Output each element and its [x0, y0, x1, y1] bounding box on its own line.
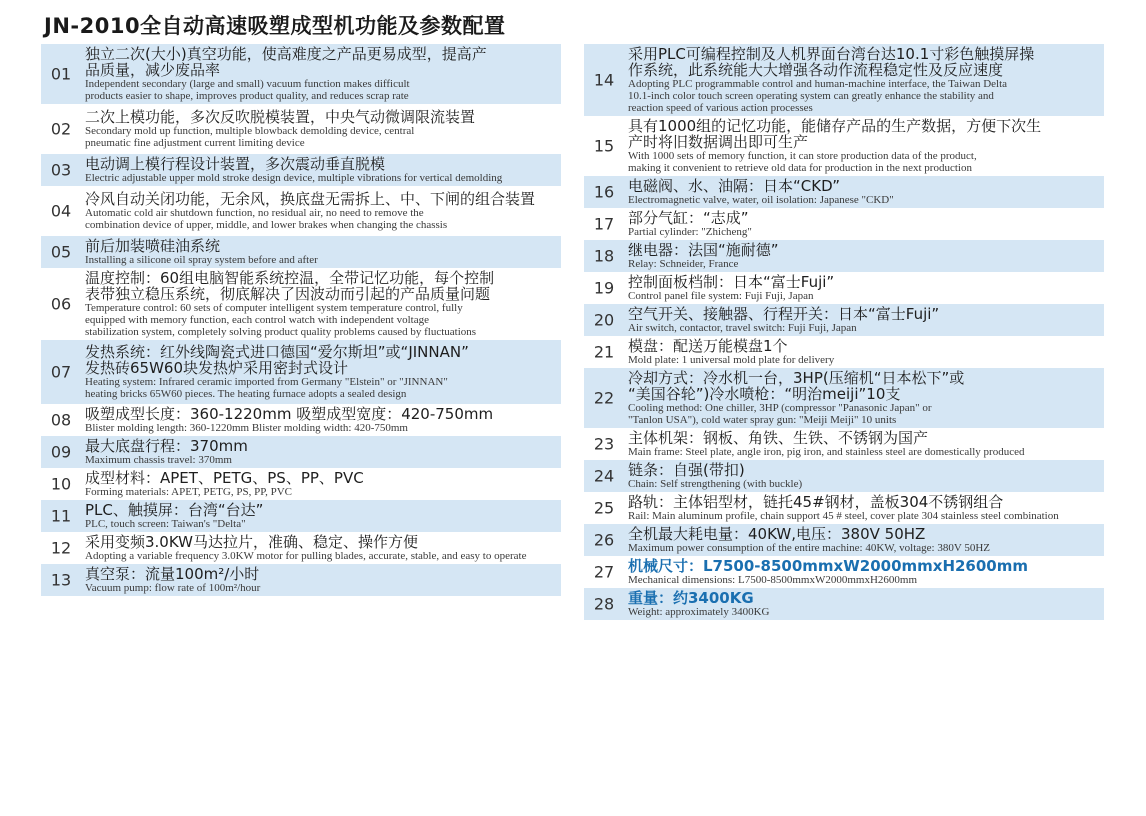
spec-item-english: Temperature control: 60 sets of computer intelligent system temperature control, fully equipped with memory function, each control watch with independent voltage stabilization system, completely solving product quality problems caused by fluctuations: [85, 302, 477, 338]
spec-item-chinese: 冷却方式：冷水机一台，3HP(压缩机“日本松下”或 “美国谷轮”)冷水喷枪：“明治meiji”10支: [628, 369, 965, 403]
spec-item-chinese: 最大底盘行程：370mm: [85, 437, 248, 455]
spec-item-number: 07: [50, 362, 72, 382]
spec-item-22: [584, 368, 1104, 428]
spec-item-text: [628, 494, 1104, 522]
spec-item-text: [628, 178, 1104, 206]
spec-item-chinese: 链条：自强(带扣): [628, 461, 745, 479]
spec-item-text: [85, 502, 561, 530]
spec-item-english: Control panel file system: Fuji Fuji, Japan: [628, 290, 814, 302]
spec-item-text: [628, 370, 1104, 426]
spec-item-text: [85, 534, 561, 562]
spec-item-text: [628, 526, 1104, 554]
spec-item-number: 15: [593, 136, 615, 156]
spec-item-13: [41, 564, 561, 596]
spec-item-english: PLC, touch screen: Taiwan's "Delta": [85, 518, 246, 530]
spec-item-24: [584, 460, 1104, 492]
spec-item-01: [41, 44, 561, 104]
page-title: JN-2010全自动高速吸塑成型机功能及参数配置: [44, 14, 506, 38]
spec-item-21: [584, 336, 1104, 368]
spec-item-07: [41, 340, 561, 404]
spec-item-chinese: 全机最大耗电量：40KW,电压：380V 50HZ: [628, 525, 926, 543]
spec-item-20: [584, 304, 1104, 336]
spec-item-chinese: 机械尺寸：L7500-8500mmxW2000mmxH2600mm: [628, 557, 1029, 575]
spec-item-number: 06: [50, 294, 72, 314]
spec-item-number: 20: [593, 310, 615, 330]
spec-item-english: Maximum chassis travel: 370mm: [85, 454, 232, 466]
spec-item-text: [85, 470, 561, 498]
spec-item-number: 11: [50, 506, 72, 526]
spec-item-chinese: 主体机架：钢板、角铁、生铁、不锈钢为国产: [628, 429, 929, 447]
spec-item-text: [85, 566, 561, 594]
spec-item-number: 27: [593, 562, 615, 582]
spec-item-english: With 1000 sets of memory function, it can store production data of the product, making it convenient to retrieve old data for production in the next production: [628, 150, 977, 174]
spec-item-chinese: 模盘：配送万能模盘1个: [628, 337, 788, 355]
spec-item-text: [628, 338, 1104, 366]
spec-item-english: Weight: approximately 3400KG: [628, 606, 770, 618]
spec-item-10: [41, 468, 561, 500]
spec-item-number: 23: [593, 434, 615, 454]
spec-item-number: 16: [593, 182, 615, 202]
spec-item-06: [41, 268, 561, 340]
spec-item-text: [85, 438, 561, 466]
spec-item-chinese: 空气开关、接触器、行程开关：日本“富士Fuji”: [628, 305, 940, 323]
spec-item-number: 28: [593, 594, 615, 614]
spec-item-english: Heating system: Infrared ceramic imported from Germany "Elstein" or "JINNAN" heating bricks 65W60 pieces. The heating furnace adopts a sealed design: [85, 376, 448, 400]
spec-item-text: [85, 270, 561, 338]
spec-item-chinese: 部分气缸：“志成”: [628, 209, 749, 227]
spec-item-text: [85, 156, 561, 184]
spec-item-number: 09: [50, 442, 72, 462]
spec-item-english: Chain: Self strengthening (with buckle): [628, 478, 803, 490]
spec-item-number: 18: [593, 246, 615, 266]
spec-item-number: 02: [50, 119, 72, 139]
spec-item-chinese: 温度控制：60组电脑智能系统控温，全带记忆功能，每个控制 表带独立稳压系统，彻底解决了因波动而引起的产品质量问题: [85, 269, 495, 303]
spec-item-04: [41, 186, 561, 236]
spec-item-18: [584, 240, 1104, 272]
spec-item-text: [628, 274, 1104, 302]
spec-item-number: 25: [593, 498, 615, 518]
spec-item-english: Partial cylinder: "Zhicheng": [628, 226, 752, 238]
spec-item-text: [628, 306, 1104, 334]
spec-item-text: [628, 558, 1104, 586]
spec-item-text: [85, 238, 561, 266]
spec-item-number: 21: [593, 342, 615, 362]
spec-item-english: Cooling method: One chiller, 3HP (compressor "Panasonic Japan" or "Tanlon USA"), cold water spray gun: "Meiji Meiji" 10 units: [628, 402, 932, 426]
spec-item-number: 08: [50, 410, 72, 430]
spec-item-chinese: 发热系统：红外线陶瓷式进口德国“爱尔斯坦”或“JINNAN” 发热砖65W60块发热炉采用密封式设计: [85, 343, 469, 377]
spec-item-chinese: PLC、触摸屏：台湾“台达”: [85, 501, 264, 519]
spec-item-text: [85, 109, 561, 149]
spec-item-number: 04: [50, 201, 72, 221]
spec-item-text: [85, 406, 561, 434]
spec-item-16: [584, 176, 1104, 208]
spec-item-chinese: 电磁阀、水、油隔：日本“CKD”: [628, 177, 841, 195]
spec-item-chinese: 具有1000组的记忆功能，能储存产品的生产数据，方便下次生 产时将旧数据调出即可生产: [628, 117, 1042, 151]
spec-item-number: 13: [50, 570, 72, 590]
spec-item-english: Secondary mold up function, multiple blowback demolding device, central pneumatic fine adjustment current limiting device: [85, 125, 415, 149]
left-spec-list: [41, 44, 561, 596]
spec-item-chinese: 采用变频3.0KW马达拉片，准确、稳定、操作方便: [85, 533, 418, 551]
spec-item-12: [41, 532, 561, 564]
spec-item-english: Electromagnetic valve, water, oil isolation: Japanese "CKD": [628, 194, 894, 206]
spec-item-08: [41, 404, 561, 436]
spec-item-27: [584, 556, 1104, 588]
spec-item-english: Installing a silicone oil spray system before and after: [85, 254, 318, 266]
spec-item-text: [628, 430, 1104, 458]
spec-item-english: Maximum power consumption of the entire machine: 40KW, voltage: 380V 50HZ: [628, 542, 991, 554]
spec-item-number: 22: [593, 388, 615, 408]
spec-item-number: 24: [593, 466, 615, 486]
spec-item-text: [628, 590, 1104, 618]
spec-item-chinese: 真空泵：流量100m²/小时: [85, 565, 260, 583]
spec-item-05: [41, 236, 561, 268]
spec-item-chinese: 冷风自动关闭功能，无余风，换底盘无需拆上、中、下闸的组合装置: [85, 190, 536, 208]
spec-item-number: 03: [50, 160, 72, 180]
spec-item-number: 05: [50, 242, 72, 262]
spec-item-number: 10: [50, 474, 72, 494]
spec-item-text: [85, 344, 561, 400]
spec-item-number: 14: [593, 70, 615, 90]
spec-item-text: [85, 191, 561, 231]
spec-item-chinese: 成型材料：APET、PETG、PS、PP、PVC: [85, 469, 364, 487]
spec-item-text: [628, 462, 1104, 490]
spec-item-text: [85, 46, 561, 102]
spec-item-17: [584, 208, 1104, 240]
spec-item-chinese: 独立二次(大小)真空功能，使高难度之产品更易成型，提高产 品质量，减少废品率: [85, 45, 487, 79]
spec-item-number: 26: [593, 530, 615, 550]
spec-item-25: [584, 492, 1104, 524]
spec-item-03: [41, 154, 561, 186]
spec-item-english: Forming materials: APET, PETG, PS, PP, PVC: [85, 486, 292, 498]
spec-item-text: [628, 210, 1104, 238]
spec-item-english: Adopting a variable frequency 3.0KW motor for pulling blades, accurate, stable, and easy to operate: [85, 550, 527, 562]
spec-item-english: Air switch, contactor, travel switch: Fuji Fuji, Japan: [628, 322, 857, 334]
spec-item-english: Mold plate: 1 universal mold plate for delivery: [628, 354, 835, 366]
spec-item-english: Mechanical dimensions: L7500-8500mmxW2000mmxH2600mm: [628, 574, 918, 586]
spec-item-english: Electric adjustable upper mold stroke design device, multiple vibrations for vertical demolding: [85, 172, 503, 184]
spec-item-26: [584, 524, 1104, 556]
spec-item-28: [584, 588, 1104, 620]
spec-item-english: Main frame: Steel plate, angle iron, pig iron, and stainless steel are domestically produced: [628, 446, 1025, 458]
spec-item-23: [584, 428, 1104, 460]
spec-item-text: [628, 242, 1104, 270]
spec-item-english: Vacuum pump: flow rate of 100m²/hour: [85, 582, 261, 594]
spec-item-english: Relay: Schneider, France: [628, 258, 739, 270]
spec-item-19: [584, 272, 1104, 304]
spec-item-english: Independent secondary (large and small) vacuum function makes difficult products easier to shape, improves product quality, and reduces scrap rate: [85, 78, 410, 102]
spec-item-english: Automatic cold air shutdown function, no residual air, no need to remove the combination device of upper, middle, and lower brakes when changing the chassis: [85, 207, 448, 231]
spec-item-english: Blister molding length: 360-1220mm Blister molding width: 420-750mm: [85, 422, 408, 434]
spec-item-english: Adopting PLC programmable control and human-machine interface, the Taiwan Delta 10.1-inch color touch screen operating system can greatly enhance the stability and reaction speed of various action processes: [628, 78, 1008, 114]
spec-item-number: 12: [50, 538, 72, 558]
right-spec-list: [584, 44, 1104, 620]
spec-item-chinese: 电动调上模行程设计装置，多次震动垂直脱模: [85, 155, 386, 173]
spec-item-chinese: 采用PLC可编程控制及人机界面台湾台达10.1寸彩色触摸屏操 作系统，此系统能大大增强各动作流程稳定性及反应速度: [628, 45, 1035, 79]
spec-item-chinese: 路轨：主体铝型材，链托45#钢材，盖板304不锈钢组合: [628, 493, 1004, 511]
spec-item-number: 01: [50, 64, 72, 84]
spec-item-15: [584, 116, 1104, 176]
spec-item-14: [584, 44, 1104, 116]
spec-item-chinese: 前后加装喷硅油系统: [85, 237, 221, 255]
spec-item-number: 17: [593, 214, 615, 234]
spec-item-chinese: 控制面板档制：日本“富士Fuji”: [628, 273, 835, 291]
spec-item-chinese: 吸塑成型长度：360-1220mm 吸塑成型宽度：420-750mm: [85, 405, 494, 423]
spec-item-09: [41, 436, 561, 468]
spec-item-11: [41, 500, 561, 532]
spec-item-text: [628, 118, 1104, 174]
spec-item-02: [41, 104, 561, 154]
spec-item-english: Rail: Main aluminum profile, chain support 45 # steel, cover plate 304 stainless steel combination: [628, 510, 1059, 522]
spec-item-text: [628, 46, 1104, 114]
spec-item-number: 19: [593, 278, 615, 298]
spec-item-chinese: 重量：约3400KG: [628, 589, 754, 607]
spec-item-chinese: 继电器：法国“施耐德”: [628, 241, 779, 259]
spec-item-chinese: 二次上模功能，多次反吹脱模装置，中央气动微调限流装置: [85, 108, 476, 126]
